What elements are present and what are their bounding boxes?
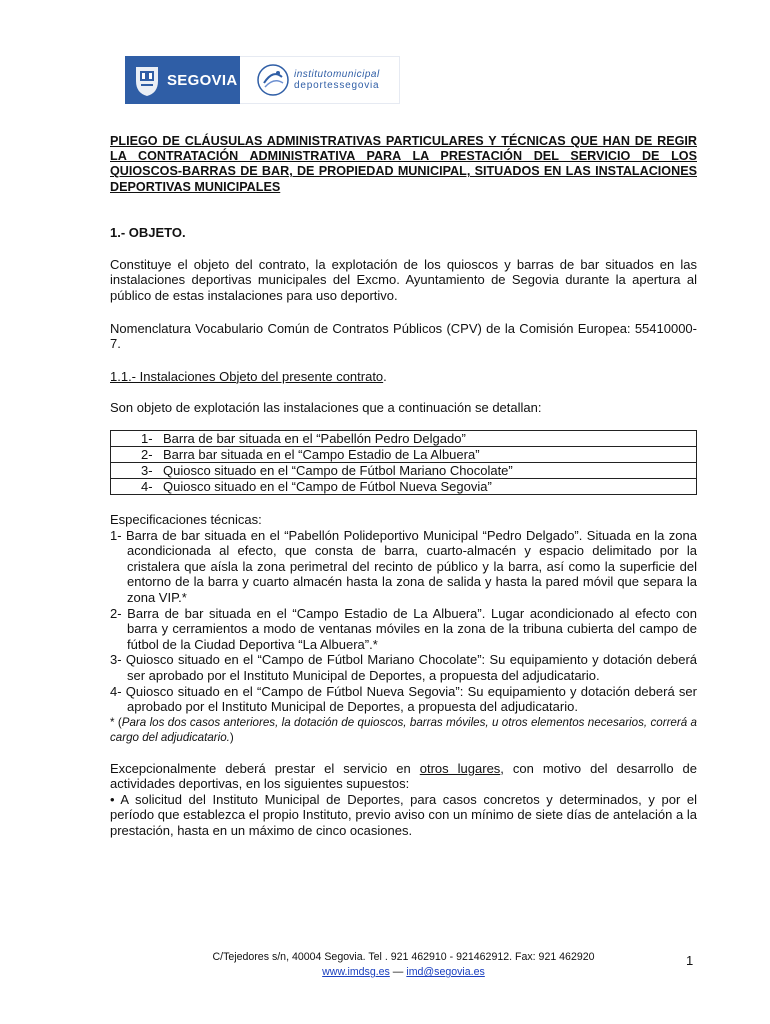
table-row [111,430,697,446]
row-number: 2- [141,446,153,462]
page-number: 1 [686,953,694,968]
row-text: Barra bar situada en el “Campo Estadio de La Albuera” [163,446,480,462]
imd-logo-line1: institutomunicipal [294,69,380,80]
email-link[interactable]: imd@segovia.es [406,966,485,978]
subsection-heading-text: 1.1.- Instalaciones Objeto del presente contrato [110,368,384,384]
segovia-logo-text: SEGOVIA [167,71,238,89]
table-row [111,446,697,462]
row-number: 4- [141,478,153,494]
row-text: Quiosco situado en el “Campo de Fútbol Mariano Chocolate” [163,462,513,478]
bullet-item: • A solicitud del Instituto Municipal de Deportes, para casos concretos y determinados, y por el período que establezca el propio Instituto, previo aviso con un mínimo de siete días de antelación a la prestación, hasta en un máximo de cinco ocasiones. [110,791,697,839]
footnote [110,715,697,745]
coat-of-arms-icon [133,63,161,97]
imd-emblem-icon [256,63,290,97]
paragraph-cpv: Nomenclatura Vocabulario Común de Contratos Públicos (CPV) de la Comisión Europea: 55410000-7. [110,320,697,352]
footer-address: C/Tejedores s/n, 40004 Segovia. Tel . 921 462910 - 921462912. Fax: 921 462920 [212,951,595,963]
document-title: PLIEGO DE CLÁUSULAS ADMINISTRATIVAS PARTICULARES Y TÉCNICAS QUE HAN DE REGIR LA CONTRATACIÓN ADMINISTRATIVA PARA LA PRESTACIÓN DEL SERVICIO DE LOS QUIOSCOS-BARRAS DE BAR, DE PROPIEDAD MUNICIPAL, SITUADOS EN LAS INSTALACIONES DEPORTIVAS MUNICIPALES [110,134,697,194]
subsection-heading-dot: . [383,368,387,384]
installations-table [110,430,697,495]
paragraph-installations-intro: Son objeto de explotación las instalaciones que a continuación se detallan: [110,400,542,416]
page-footer [110,950,697,980]
footnote-suffix: ) [229,730,234,744]
table-cell [111,446,697,462]
table-cell [111,462,697,478]
paragraph-objeto: Constituye el objeto del contrato, la explotación de los quioscos y barras de bar situados en las instalaciones deportivas municipales del Excmo. Ayuntamiento de Segovia durante la apertura al público de estas instalaciones para uso deportivo. [110,256,697,303]
document-body [110,134,697,839]
table-row [111,478,697,494]
paragraph-exceptions-start: Excepcionalmente deberá prestar el servicio en [110,760,420,776]
row-text: Quiosco situado en el “Campo de Fútbol Nueva Segovia” [163,478,492,494]
paragraph-exceptions-end: , con motivo del desarrollo de actividades deportivas, en los siguientes supuestos: [110,760,698,792]
paragraph-exceptions [110,761,697,792]
footer-separator: — [389,966,407,978]
spec-item: 2- Barra de bar situada en el “Campo Estadio de La Albuera”. Lugar acondicionado al efecto con barra y cerramientos a modo de ventanas móviles en la zona de la tribuna cubierta del campo de fútbol de la Ciudad Deportiva “La Albuera”.* [110,605,697,652]
website-link[interactable]: www.imdsg.es [322,966,390,978]
imd-logo-line2: deportessegovia [294,80,380,91]
otros-lugares-text: otros lugares [419,760,501,776]
spec-item: 1- Barra de bar situada en el “Pabellón Polideportivo Municipal “Pedro Delgado”. Situada en la zona acondicionada al efecto, que consta de barra, cuarto-almacén y espacio delimitado por la cristalera que aísla la zona perimetral del recinto de público y la barra, así como la superficie del entorno de la barra y cuarto almacén hasta la zona de salida y hasta la pared móvil que separa la zona VIP.* [110,527,697,605]
spec-item: 3- Quiosco situado en el “Campo de Fútbol Mariano Chocolate”: Su equipamiento y dotación deberá ser aprobado por el Instituto Municipal de Deportes, a propuesta del adjudicatario. [110,652,697,683]
footnote-text: Para los dos casos anteriores, la dotación de quioscos, barras móviles, u otros elementos necesarios, correrá a cargo del adjudicatario. [110,715,698,744]
segovia-logo [125,56,240,104]
section-heading-objeto: 1.- OBJETO. [110,224,186,240]
table-cell [111,430,697,446]
row-text: Barra de bar situada en el “Pabellón Pedro Delgado” [163,430,466,446]
imd-logo [240,56,400,104]
footer-links [110,965,697,980]
spec-item: 4- Quiosco situado en el “Campo de Fútbol Nueva Segovia”: Su equipamiento y dotación deberá ser aprobado por el Instituto Municipal de Deportes, a propuesta del adjudicatario. [110,683,697,715]
row-number: 1- [141,430,153,446]
footnote-prefix: * ( [110,715,122,729]
subsection-heading [110,369,697,385]
table-row [111,462,697,478]
spec-heading: Especificaciones técnicas: [110,511,262,527]
row-number: 3- [141,462,153,478]
table-cell [111,478,697,494]
